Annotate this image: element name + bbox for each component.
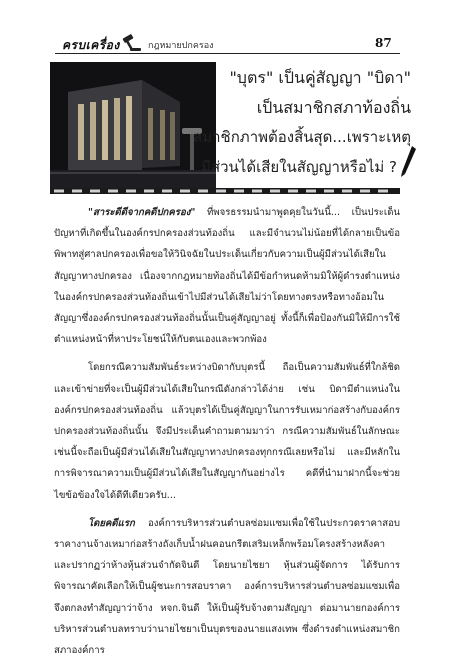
paragraph-1 xyxy=(54,202,400,350)
title-line-1: "บุตร" เป็นคู่สัญญา "บิดา" xyxy=(229,68,411,87)
page-header xyxy=(0,36,462,58)
title-line-2: เป็นสมาชิกสภาท้องถิ่น xyxy=(256,98,411,117)
page-number: 87 xyxy=(375,36,392,50)
paragraph-lead: "สาระดีดีจากคดีปกครอง" xyxy=(88,207,196,218)
paragraph-text: ที่พจรธรรมนำมาพูดคุยในวันนี้... เป็นประเด็นปัญหาที่เกิดขึ้นในองค์กรปกครองส่วนท้องถิ่น และมีจำนวนไม่น้อยที่ได้กลายเป็นข้อพิพาทสู่ศาลปกครองเพื่อขอให้วินิจฉัยในประเด็นเกี่ยวกับความเป็นผู้มีส่วนได้เสียในสัญญาทางปกครอง เนื่องจากกฎหมายท้องถิ่นได้มีข้อกำหนดห้ามมิให้ผู้ดำรงตำแหน่งในองค์กรปกครองส่วนท้องถิ่นเข้าไปมีส่วนได้เสียไม่ว่าโดยทางตรงหรือทางอ้อมในสัญญาซึ่งองค์กรปกครองส่วนท้องถิ่นนั้นเป็นคู่สัญญาอยู่ ทั้งนี้ก็เพื่อป้องกันมิให้มีการใช้ตำแหน่งหน้าที่หาประโยชน์ให้กับตนเองและพวกพ้อง xyxy=(54,207,400,346)
section-title: ครบเครื่อง xyxy=(62,38,120,52)
pen-icon xyxy=(399,146,417,178)
building-night-photo xyxy=(50,62,216,188)
paragraph-text: องค์การบริหารส่วนตำบลซ่อมแซมเพื่อใช้ในประกวดราคาสอบราคางานจ้างเหมาก่อสร้างถังเก็บน้ำฝนคอนกรีตเสริมเหล็กพร้อมโครงสร้างหลังคา และปรากฏว่าห้างหุ้นส่วนจำกัดจินดี โดยนายไชยา หุ้นส่วนผู้จัดการ ได้รับการพิจารณาคัดเลือกให้เป็นผู้ชนะการสอบราคา องค์การบริหารส่วนตำบลซ่อมแซมเพื่อจึงตกลงทำสัญญาว่าจ้าง หจก.จินดี ให้เป็นผู้รับจ้างตามสัญญา ต่อมานายกองค์การบริหารส่วนตำบลทราบว่านายไชยาเป็นบุตรของนายแสงเทพ ซึ่งดำรงตำแหน่งสมาชิกสภาองค์การ xyxy=(54,517,400,657)
title-line-4: มีส่วนได้เสียในสัญญาหรือไม่ ? xyxy=(201,158,397,176)
paragraph-text: โดยกรณีความสัมพันธ์ระหว่างบิดากับบุตรนี้ ถือเป็นความสัมพันธ์ที่ใกล้ชิดและเข้าข่ายที่จะเป็นผู้มีส่วนได้เสียในกรณีดังกล่าวได้ง่าย เช่น บิดามีตำแหน่งในองค์กรปกครองส่วนท้องถิ่น แล้วบุตรได้เป็นคู่สัญญาในการรับเหมาก่อสร้างกับองค์กรปกครองส่วนท้องถิ่นนั้น จึงมีประเด็นคำถามตามมาว่า กรณีความสัมพันธ์ในลักษณะเช่นนี้จะถือเป็นผู้มีส่วนได้เสียในสัญญาทางปกครองทุกกรณีเลยหรือไม่ และมีหลักในการพิจารณาความเป็นผู้มีส่วนได้เสียในสัญญากันอย่างไร คดีที่นำมาฝากนี้จะช่วยไขข้อข้องใจได้ดีทีเดียวครับ... xyxy=(54,362,400,501)
title-line-3: สมาชิกภาพต้องสิ้นสุด...เพราะเหตุ xyxy=(193,128,411,146)
article-body xyxy=(54,202,400,668)
header-rule xyxy=(55,53,400,54)
paragraph-lead: โดยคดีแรก xyxy=(88,517,135,529)
paragraph-2 xyxy=(54,357,400,505)
paragraph-3 xyxy=(54,513,400,661)
gavel-icon xyxy=(120,34,142,52)
decorative-film-strip xyxy=(50,188,400,194)
section-subtitle: กฎหมายปกครอง xyxy=(148,41,214,51)
